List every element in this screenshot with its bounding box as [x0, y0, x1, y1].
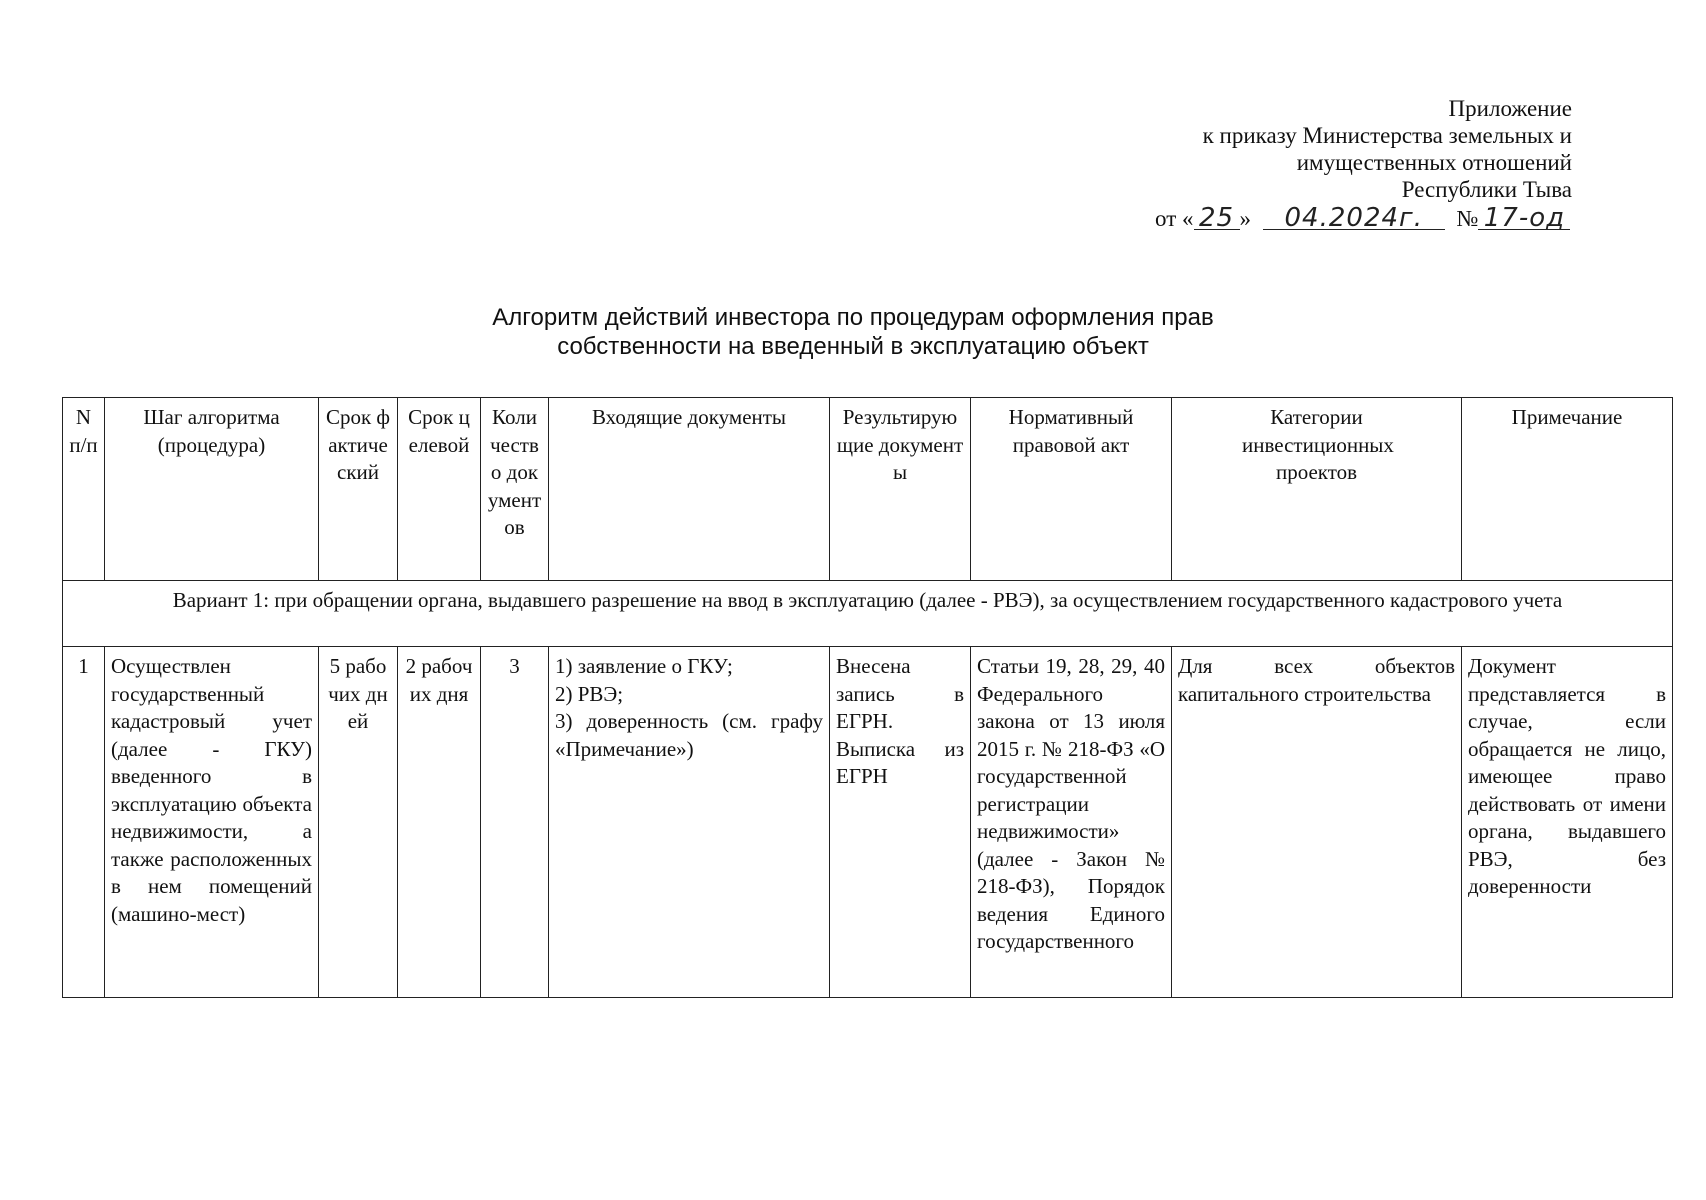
appendix-line: Приложение [1448, 96, 1572, 121]
row-result-docs: Внесена запись в ЕГРН. Выписка из ЕГРН [830, 647, 971, 998]
row-category: Для всех объектов капитального строительства [1172, 647, 1462, 998]
row-term-target: 2 рабочих дня [398, 647, 481, 998]
appendix-header [1203, 95, 1572, 203]
input-doc-item: 1) заявление о ГКУ; [555, 654, 733, 678]
algorithm-table [62, 397, 1673, 998]
order-reference [1155, 203, 1570, 233]
col-header-result-docs: Результирующие документы [830, 398, 971, 581]
row-input-docs [549, 647, 830, 998]
row-number: 1 [63, 647, 105, 998]
table-header-row [63, 398, 1673, 581]
order-mid: » [1239, 206, 1251, 231]
col-header-step: Шаг алгоритма (процедура) [105, 398, 319, 581]
row-legal-act: Статьи 19, 28, 29, 40 Федерального закона от 13 июля 2015 г. № 218-ФЗ «О государственной регистрации недвижимости» (далее - Закон № 218-ФЗ), Порядок ведения Единого государственного [971, 647, 1172, 998]
table-row [63, 647, 1673, 998]
input-doc-item: 2) РВЭ; [555, 681, 624, 706]
order-prefix: от « [1155, 206, 1194, 231]
order-number: 17-од [1478, 207, 1570, 230]
input-doc-item: 3) доверенность (см. графу «Примечание») [555, 709, 823, 761]
appendix-line: Республики Тыва [1401, 177, 1572, 202]
row-note: Документ представляется в случае, если обращается не лицо, имеющее право действовать от имени органа, выдавшего РВЭ, без доверенности [1462, 647, 1673, 998]
row-term-actual: 5 рабочих дней [319, 647, 398, 998]
appendix-line: к приказу Министерства земельных и [1202, 123, 1572, 148]
col-header-category: Категории инвестиционных проектов [1172, 398, 1462, 581]
title-line-1: Алгоритм действий инвестора по процедурам оформления прав [492, 304, 1214, 331]
col-header-input-docs: Входящие документы [549, 398, 830, 581]
col-header-term-actual: Срок фактический [319, 398, 398, 581]
variant-1-label: Вариант 1: при обращении органа, выдавшего разрешение на ввод в эксплуатацию (далее - РВЭ), за осуществлением государственного кадастрового учета [63, 581, 1673, 647]
col-header-doc-count: Количество документов [481, 398, 549, 581]
appendix-line: имущественных отношений [1296, 150, 1572, 175]
row-step: Осуществлен государственный кадастровый учет (далее - ГКУ) введенного в эксплуатацию объекта недвижимости, а также расположенных в нем помещений (машино-мест) [105, 647, 319, 998]
document-title [0, 303, 1706, 361]
col-header-num: N п/п [63, 398, 105, 581]
col-header-legal-act: Нормативный правовой акт [971, 398, 1172, 581]
title-line-2: собственности на введенный в эксплуатацию объект [557, 333, 1149, 360]
order-number-label: № [1456, 206, 1479, 231]
order-day: 25 [1194, 207, 1240, 230]
order-date: 04.2024г. [1263, 207, 1445, 230]
col-header-note: Примечание [1462, 398, 1673, 581]
row-doc-count: 3 [481, 647, 549, 998]
col-header-term-target: Срок целевой [398, 398, 481, 581]
variant-row [63, 581, 1673, 647]
